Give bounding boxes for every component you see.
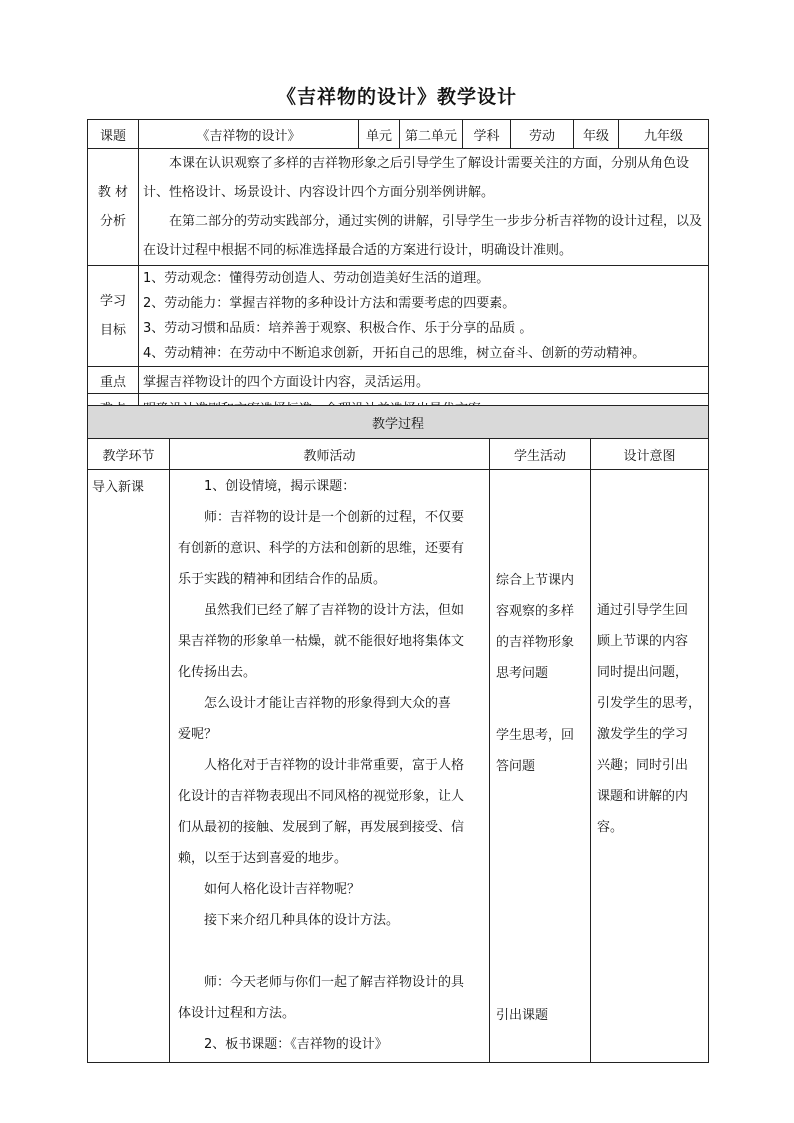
teacher-line: 师：吉祥物的设计是一个创新的过程，不仅要 xyxy=(204,510,465,525)
goal-item: 3、劳动习惯和品质：培养善于观察、积极合作、乐于分享的品质 。 xyxy=(143,321,533,336)
student-line: 的吉祥物形象 xyxy=(496,635,575,650)
analysis-row xyxy=(88,149,709,266)
intent-line: 课题和讲解的内 xyxy=(597,789,689,804)
goals-label xyxy=(88,266,139,367)
student-activity-block xyxy=(496,565,574,782)
design-intent xyxy=(591,470,709,1063)
teacher-line: 师：今天老师与你们一起了解吉祥物设计的具 xyxy=(204,975,465,990)
analysis-paragraph: 本课在认识观察了多样的吉祥物形象之后引导学生了解设计需要关注的方面，分别从角色设计、性格设计、场景设计、内容设计四个方面分别举例讲解。 xyxy=(143,156,690,200)
intent-line: 引发学生的思考， xyxy=(597,696,702,711)
teacher-line: 们从最初的接触、发展到了解，再发展到接受、信 xyxy=(178,820,465,835)
teacher-activity xyxy=(170,470,490,1063)
teacher-line: 接下来介绍几种具体的设计方法。 xyxy=(204,913,400,928)
teacher-line: 如何人格化设计吉祥物呢？ xyxy=(204,882,361,897)
teacher-line: 赖，以至于达到喜爱的地步。 xyxy=(178,851,348,866)
intent-line: 同时提出问题， xyxy=(597,665,689,680)
column-header-student: 学生活动 xyxy=(490,439,591,470)
key-point-row xyxy=(88,367,709,394)
student-line: 学生思考，回 xyxy=(496,728,575,743)
unit-label: 单元 xyxy=(359,120,400,149)
topic-value: 《吉祥物的设计》 xyxy=(139,120,359,149)
student-line: 综合上节课内 xyxy=(496,573,575,588)
key-point-label: 重点 xyxy=(88,367,139,394)
column-header-intent: 设计意图 xyxy=(591,439,709,470)
analysis-label-line-2: 分析 xyxy=(99,214,126,229)
teacher-line: 体设计过程和方法。 xyxy=(178,1006,296,1021)
goals-label-line-2: 目标 xyxy=(99,323,126,338)
teacher-line: 怎么设计才能让吉祥物的形象得到大众的喜 xyxy=(204,696,452,711)
subject-value: 劳动 xyxy=(511,120,574,149)
teacher-line: 乐于实践的精神和团结合作的品质。 xyxy=(178,572,387,587)
teacher-line: 2、板书课题：《吉祥物的设计》 xyxy=(204,1037,388,1052)
process-table xyxy=(87,405,709,1063)
teacher-line: 爱呢？ xyxy=(178,727,218,742)
teacher-line: 1、创设情境，揭示课题： xyxy=(204,479,356,494)
stage-cell xyxy=(88,470,170,1063)
intent-line: 激发学生的学习 xyxy=(597,727,689,742)
column-header-stage: 教学环节 xyxy=(88,439,170,470)
goals-label-line-1: 学习 xyxy=(99,294,126,309)
student-final: 引出课题 xyxy=(496,1008,549,1023)
analysis-label-line-1: 教 材 xyxy=(97,185,129,200)
goal-item: 2、劳动能力：掌握吉祥物的多种设计方法和需要考虑的四要素。 xyxy=(143,296,516,311)
intent-line: 兴趣；同时引出 xyxy=(597,758,689,773)
analysis-content xyxy=(139,149,709,266)
student-line-blank xyxy=(496,689,574,720)
grade-value: 九年级 xyxy=(619,120,709,149)
info-table xyxy=(87,119,709,421)
key-point-text: 掌握吉祥物设计的四个方面设计内容，灵活运用。 xyxy=(139,367,709,394)
teacher-line: 化传扬出去。 xyxy=(178,665,257,680)
process-row xyxy=(88,470,709,1063)
student-line: 容观察的多样 xyxy=(496,604,575,619)
process-columns-row xyxy=(88,439,709,470)
analysis-paragraph: 在第二部分的劳动实践部分，通过实例的讲解，引导学生一步步分析吉祥物的设计过程，以及在设计过程中根据不同的标准选择最合适的方案进行设计，明确设计准则。 xyxy=(143,214,703,258)
process-heading: 教学过程 xyxy=(88,406,709,439)
document-title: 《吉祥物的设计》教学设计 xyxy=(276,86,517,108)
intent-block xyxy=(597,595,701,843)
column-header-teacher: 教师活动 xyxy=(170,439,490,470)
teacher-line: 人格化对于吉祥物的设计非常重要，富于人格 xyxy=(204,758,465,773)
intent-line: 顾上节课的内容 xyxy=(597,634,689,649)
unit-value: 第二单元 xyxy=(400,120,463,149)
teacher-line: 有创新的意识、科学的方法和创新的思维，还要有 xyxy=(178,541,465,556)
analysis-label xyxy=(88,149,139,266)
intent-line: 容。 xyxy=(597,820,624,835)
subject-label: 学科 xyxy=(463,120,511,149)
header-row xyxy=(88,120,709,149)
intent-line: 通过引导学生回 xyxy=(597,603,689,618)
teacher-line: 果吉祥物的形象单一枯燥，就不能很好地将集体文 xyxy=(178,634,465,649)
process-heading-row xyxy=(88,406,709,439)
student-line: 思考问题 xyxy=(496,666,549,681)
goal-item: 1、劳动观念：懂得劳动创造人、劳动创造美好生活的道理。 xyxy=(143,271,490,286)
topic-label: 课题 xyxy=(88,120,139,149)
goal-item: 4、劳动精神：在劳动中不断追求创新，开拓自己的思维，树立奋斗、创新的劳动精神。 xyxy=(143,346,646,361)
goals-content xyxy=(139,266,709,367)
teacher-line: 化设计的吉祥物表现出不同风格的视觉形象，让人 xyxy=(178,789,465,804)
student-activity xyxy=(490,470,591,1063)
stage-label: 导入新课 xyxy=(92,480,145,495)
grade-label: 年级 xyxy=(574,120,619,149)
teacher-line-blank xyxy=(178,936,481,967)
goals-row xyxy=(88,266,709,367)
student-line: 答问题 xyxy=(496,759,536,774)
teacher-line: 虽然我们已经了解了吉祥物的设计方法，但如 xyxy=(204,603,465,618)
